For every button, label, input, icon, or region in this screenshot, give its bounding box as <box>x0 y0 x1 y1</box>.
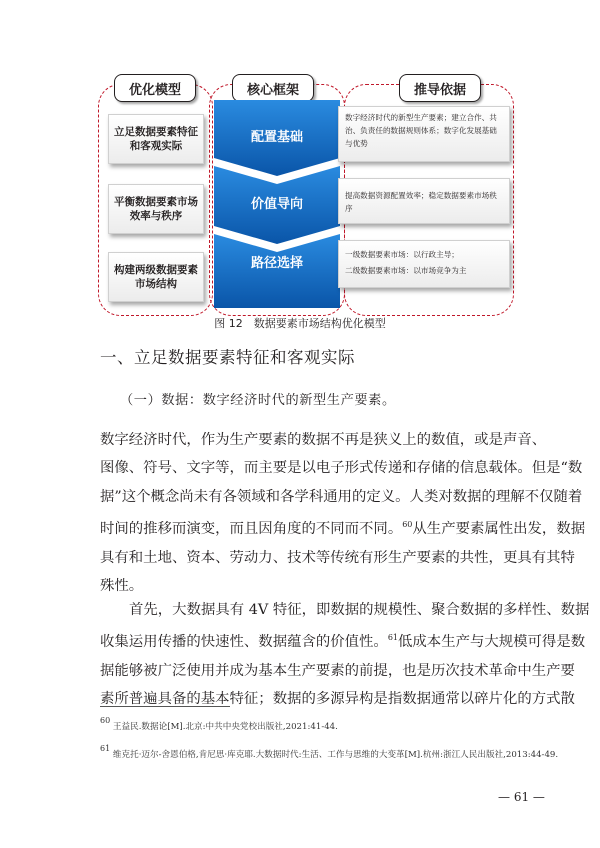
header-optimization-model: 优化模型 <box>114 74 196 102</box>
page-number: — 61 — <box>498 790 545 804</box>
section-heading: 一、立足数据要素特征和客观实际 <box>100 348 355 367</box>
basis-item-3-line-1: 一级数据要素市场：以行政主导； <box>345 250 459 259</box>
left-item-1: 立足数据要素特征和客观实际 <box>108 114 204 164</box>
left-item-2: 平衡数据要素市场效率与秩序 <box>108 184 204 234</box>
footnote-60-text: 王益民.数据论[M].北京:中共中央党校出版社,2021:41-44. <box>112 722 338 732</box>
footnote-divider <box>100 706 230 707</box>
paragraph-2-line-4: 素所普遍具备的基本特征；数据的多源异构是指数据通常以碎片化的方式散 <box>100 691 575 708</box>
footnote-60 <box>100 716 338 732</box>
paragraph-1 <box>100 426 586 600</box>
paragraph-1-line-1: 数字经济时代，作为生产要素的数据不再是狭义上的数值，或是声音、 <box>100 432 547 448</box>
header-derivation-basis: 推导依据 <box>399 74 481 102</box>
left-item-3: 构建两级数据要素市场结构 <box>108 252 204 302</box>
basis-item-1-text: 数字经济时代的新型生产要素；建立合作、共治、负责任的数据规则体系；数字化发展基础与优势 <box>345 113 497 148</box>
paragraph-1-line-3: 据”这个概念尚未有各领域和各学科通用的定义。人类对数据的理解不仅随着 <box>100 488 583 505</box>
figure-caption: 图 12 数据要素市场结构优化模型 <box>214 317 386 330</box>
basis-item-2 <box>338 178 510 224</box>
header-core-framework: 核心框架 <box>232 74 314 102</box>
footnote-ref-60[interactable]: 60 <box>402 520 413 530</box>
core-item-3: 路径选择 <box>250 256 303 271</box>
paragraph-2-line-1: 首先，大数据具有 4V 特征，即数据的规模性、聚合数据的多样性、数据 <box>129 602 590 618</box>
footnote-61-text: 维克托·迈尔-舍恩伯格,肯尼思·库克耶.大数据时代:生活、工作与思维的大变革[M].杭州:浙江人民出版社,2013:44-49. <box>112 750 559 760</box>
paragraph-1-line-2: 图像、符号、文字等，而主要是以电子形式传递和存储的信息载体。但是“数 <box>100 460 583 477</box>
basis-item-1 <box>338 106 510 162</box>
footnote-61-number: 61 <box>100 744 111 753</box>
paragraph-1-line-4 <box>100 511 586 543</box>
chevron-3 <box>214 234 340 308</box>
paragraph-1-line-6: 殊性。 <box>100 578 144 595</box>
core-item-1: 配置基础 <box>250 130 303 145</box>
paragraph-2-line-2-a: 收集运用传播的快速性、数据蕴含的价值性。 <box>100 634 388 651</box>
paragraph-2-line-3: 据能够被广泛使用并成为基本生产要素的前提，也是历次技术革命中生产要 <box>100 662 575 679</box>
structure-diagram <box>94 66 514 318</box>
paragraph-2-line-2-b: 低成本生产与大规模可得是数 <box>398 634 586 651</box>
footnote-ref-61[interactable]: 61 <box>387 633 399 643</box>
footnote-61 <box>100 744 558 760</box>
paragraph-2-line-2 <box>100 624 586 656</box>
footnote-60-number: 60 <box>100 716 111 725</box>
paragraph-1-line-5: 具有和土地、资本、劳动力、技术等传统有形生产要素的共性，更具有其特 <box>100 549 575 566</box>
core-item-2: 价值导向 <box>250 197 303 212</box>
paragraph-1-line-4-a: 时间的推移而演变，而且因角度的不同而不同。 <box>100 521 403 538</box>
paragraph-2 <box>100 596 590 714</box>
basis-item-3 <box>338 240 510 288</box>
subsection-heading: （一）数据：数字经济时代的新型生产要素。 <box>120 393 396 408</box>
basis-item-3-line-2: 二级数据要素市场：以市场竞争为主 <box>345 266 467 275</box>
paragraph-1-line-4-b: 从生产要素属性出发，数据 <box>412 521 586 538</box>
basis-item-2-text: 提高数据资源配置效率；稳定数据要素市场秩序 <box>345 191 497 213</box>
